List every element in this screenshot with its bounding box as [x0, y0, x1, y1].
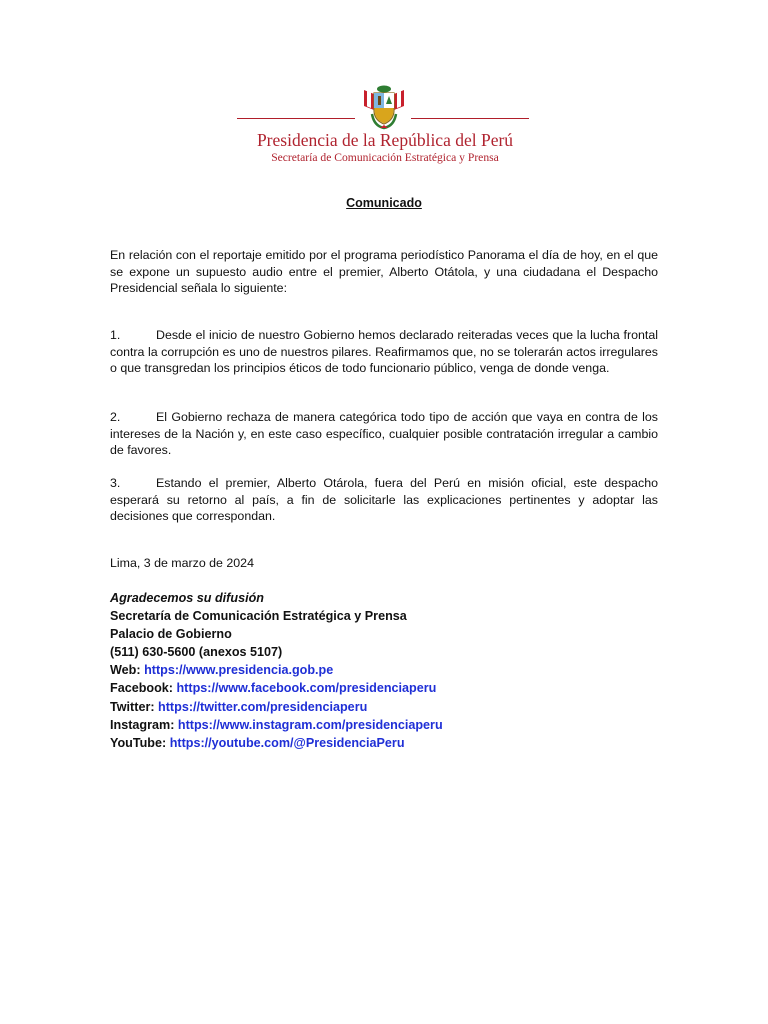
point-number: 3. — [110, 476, 121, 490]
twitter-link[interactable]: https://twitter.com/presidenciaperu — [158, 699, 368, 714]
institution-name: Presidencia de la República del Perú — [256, 130, 514, 150]
point-2 — [110, 409, 658, 459]
point-text: Estando el premier, Alberto Otárola, fuera del Perú en misión oficial, este despacho esperará su retorno al país, a fin de solicitarle las explicaciones pertinentes y adoptar las decisiones que correspondan. — [110, 476, 658, 523]
instagram-link[interactable]: https://www.instagram.com/presidenciaperu — [177, 717, 443, 732]
instagram-line — [110, 716, 443, 734]
web-line — [110, 661, 443, 679]
document-title: Comunicado — [346, 196, 422, 210]
point-1 — [110, 327, 658, 377]
instagram-label: Instagram: — [110, 717, 175, 732]
facebook-line — [110, 679, 443, 697]
web-link[interactable]: https://www.presidencia.gob.pe — [144, 663, 334, 678]
point-text: Desde el inicio de nuestro Gobierno hemos declarado reiteradas veces que la lucha frontal contra la corrupción es uno de nuestros pilares. Reafirmamos que, no se tolerarán actos irregulares o que transgredan los principios éticos de todo funcionario público, venga de donde venga. — [110, 328, 658, 375]
thanks-line: Agradecemos su difusión — [110, 591, 264, 605]
facebook-label: Facebook: — [110, 681, 173, 696]
intro-paragraph: En relación con el reportaje emitido por el programa periodístico Panorama el día de hoy, en el que se expone un supuesto audio entre el premier, Alberto Otátola, y una ciudadana el Despacho Presidencial señala lo siguiente: — [110, 248, 658, 295]
web-label: Web: — [110, 663, 141, 678]
twitter-label: Twitter: — [110, 699, 155, 714]
point-number: 2. — [110, 410, 121, 424]
header-rule-left — [237, 118, 355, 119]
place-line: Palacio de Gobierno — [110, 627, 232, 642]
contact-block — [110, 589, 443, 752]
institution-subtitle: Secretaría de Comunicación Estratégica y Prensa — [271, 151, 499, 164]
twitter-line — [110, 698, 443, 716]
youtube-label: YouTube: — [110, 735, 167, 750]
letterhead — [225, 80, 545, 172]
point-3 — [110, 475, 658, 525]
youtube-line — [110, 734, 443, 752]
point-text: El Gobierno rechaza de manera categórica todo tipo de acción que vaya en contra de los intereses de la Nación y, en este caso específico, cualquier posible contratación irregular a cambio de favores. — [110, 410, 658, 457]
document-date: Lima, 3 de marzo de 2024 — [110, 556, 254, 570]
peru-coat-of-arms-icon — [360, 84, 408, 130]
phone-line: (511) 630-5600 (anexos 5107) — [110, 645, 283, 660]
point-number: 1. — [110, 328, 121, 342]
header-rule-right — [411, 118, 529, 119]
facebook-link[interactable]: https://www.facebook.com/presidenciaperu — [176, 681, 437, 696]
youtube-link[interactable]: https://youtube.com/@PresidenciaPeru — [169, 735, 405, 750]
office-line: Secretaría de Comunicación Estratégica y Prensa — [110, 609, 407, 624]
